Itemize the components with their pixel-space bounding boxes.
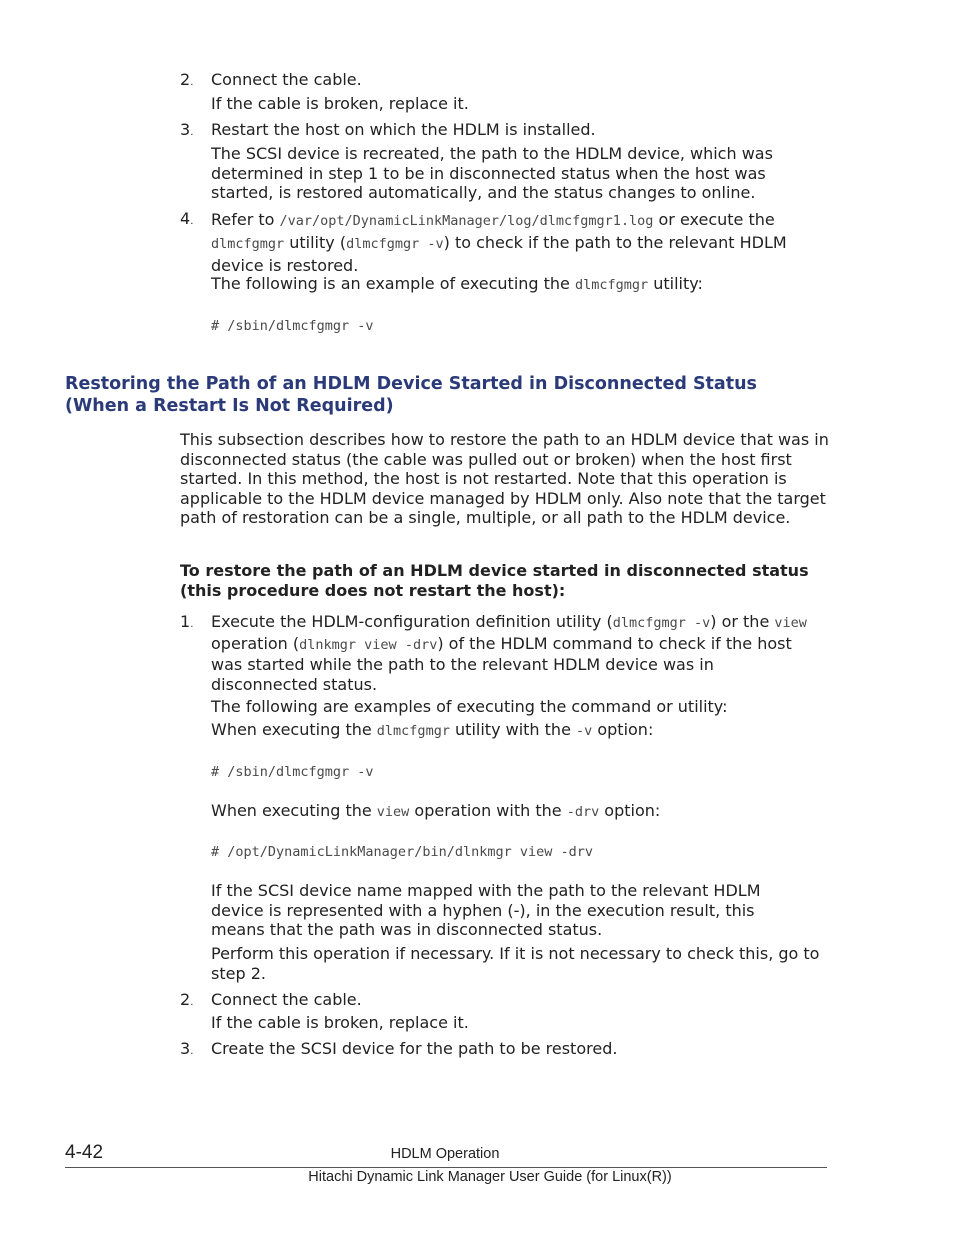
step-text: Create the SCSI device for the path to be restored. — [211, 1039, 618, 1058]
step-note: The following is an example of executing the dlmcfgmgr utility: — [211, 274, 703, 293]
procedure-title: To restore the path of an HDLM device started in disconnected status (this procedure does not restart the host): — [180, 561, 809, 600]
step-number: 1. — [180, 612, 194, 631]
code-example: # /sbin/dlmcfgmgr -v — [211, 764, 374, 780]
step-note: If the cable is broken, replace it. — [211, 94, 469, 113]
inline-code: dlnkmgr view -drv — [299, 636, 438, 653]
inline-code: dlmcfgmgr -v — [346, 236, 444, 252]
step-text: Execute the HDLM-configuration definition utility (dlmcfgmgr -v) or the view operation (dlnkmgr view -drv) of the HDLM command to check if the host was started while the path to the relevant HDLM device was in disconnected status. — [211, 612, 807, 694]
step-number: 3. — [180, 1039, 194, 1058]
step-number: 2. — [180, 70, 194, 89]
step-number: 2. — [180, 990, 194, 1009]
step-number: 4. — [180, 209, 194, 228]
step-note: If the cable is broken, replace it. — [211, 1013, 469, 1032]
inline-code: dlmcfgmgr — [574, 277, 649, 293]
step-note: The SCSI device is recreated, the path to the HDLM device, which was determined in step 1 to be in disconnected status when the host was started, is restored automatically, and the status changes to online. — [211, 144, 773, 203]
step-text: Restart the host on which the HDLM is installed. — [211, 120, 596, 139]
inline-code: dlmcfgmgr — [376, 723, 450, 739]
example-caption: When executing the view operation with the -drv option: — [211, 801, 661, 820]
section-heading: Restoring the Path of an HDLM Device Started in Disconnected Status (When a Restart Is Not Required) — [65, 374, 757, 416]
inline-code: dlmcfgmgr — [211, 236, 285, 252]
footer-chapter: HDLM Operation — [390, 1146, 500, 1162]
step-note: If the SCSI device name mapped with the path to the relevant HDLM device is represented with a hyphen (-), in the execution result, this means that the path was in disconnected status. — [211, 881, 761, 940]
code-example: # /opt/DynamicLinkManager/bin/dlnkmgr view -drv — [211, 844, 594, 860]
step-text: Connect the cable. — [211, 70, 362, 89]
example-caption: When executing the dlmcfgmgr utility with the -v option: — [211, 720, 654, 739]
step-text: Connect the cable. — [211, 990, 362, 1009]
step-note: Perform this operation if necessary. If it is not necessary to check this, go to step 2. — [211, 944, 820, 983]
footer-book-title: Hitachi Dynamic Link Manager User Guide (for Linux(R)) — [308, 1169, 672, 1185]
log-path: /var/opt/DynamicLinkManager/log/dlmcfgmgr1.log — [279, 213, 654, 229]
inline-code: dlmcfgmgr -v — [612, 615, 711, 631]
footer-divider — [65, 1167, 827, 1168]
inline-code: -v — [576, 723, 593, 739]
step-number: 3. — [180, 120, 194, 139]
code-example: # /sbin/dlmcfgmgr -v — [211, 318, 374, 334]
examples-intro: The following are examples of executing the command or utility: — [211, 697, 728, 716]
intro-paragraph: This subsection describes how to restore the path to an HDLM device that was in disconnected status (the cable was pulled out or broken) when the host first started. In this method, the host is not restarted. Note that this operation is applicable to the HDLM device managed by HDLM only. Also note that the target path of restoration can be a single, multiple, or all path to the HDLM device. — [180, 430, 829, 528]
inline-code: view — [376, 804, 410, 820]
page-number: 4-42 — [65, 1142, 104, 1163]
inline-code: view — [774, 615, 807, 631]
step-text: Refer to /var/opt/DynamicLinkManager/log/dlmcfgmgr1.log or execute the dlmcfgmgr utility (dlmcfgmgr -v) to check if the path to the relevant HDLM device is restored. — [211, 210, 787, 275]
inline-code: -drv — [566, 804, 600, 820]
